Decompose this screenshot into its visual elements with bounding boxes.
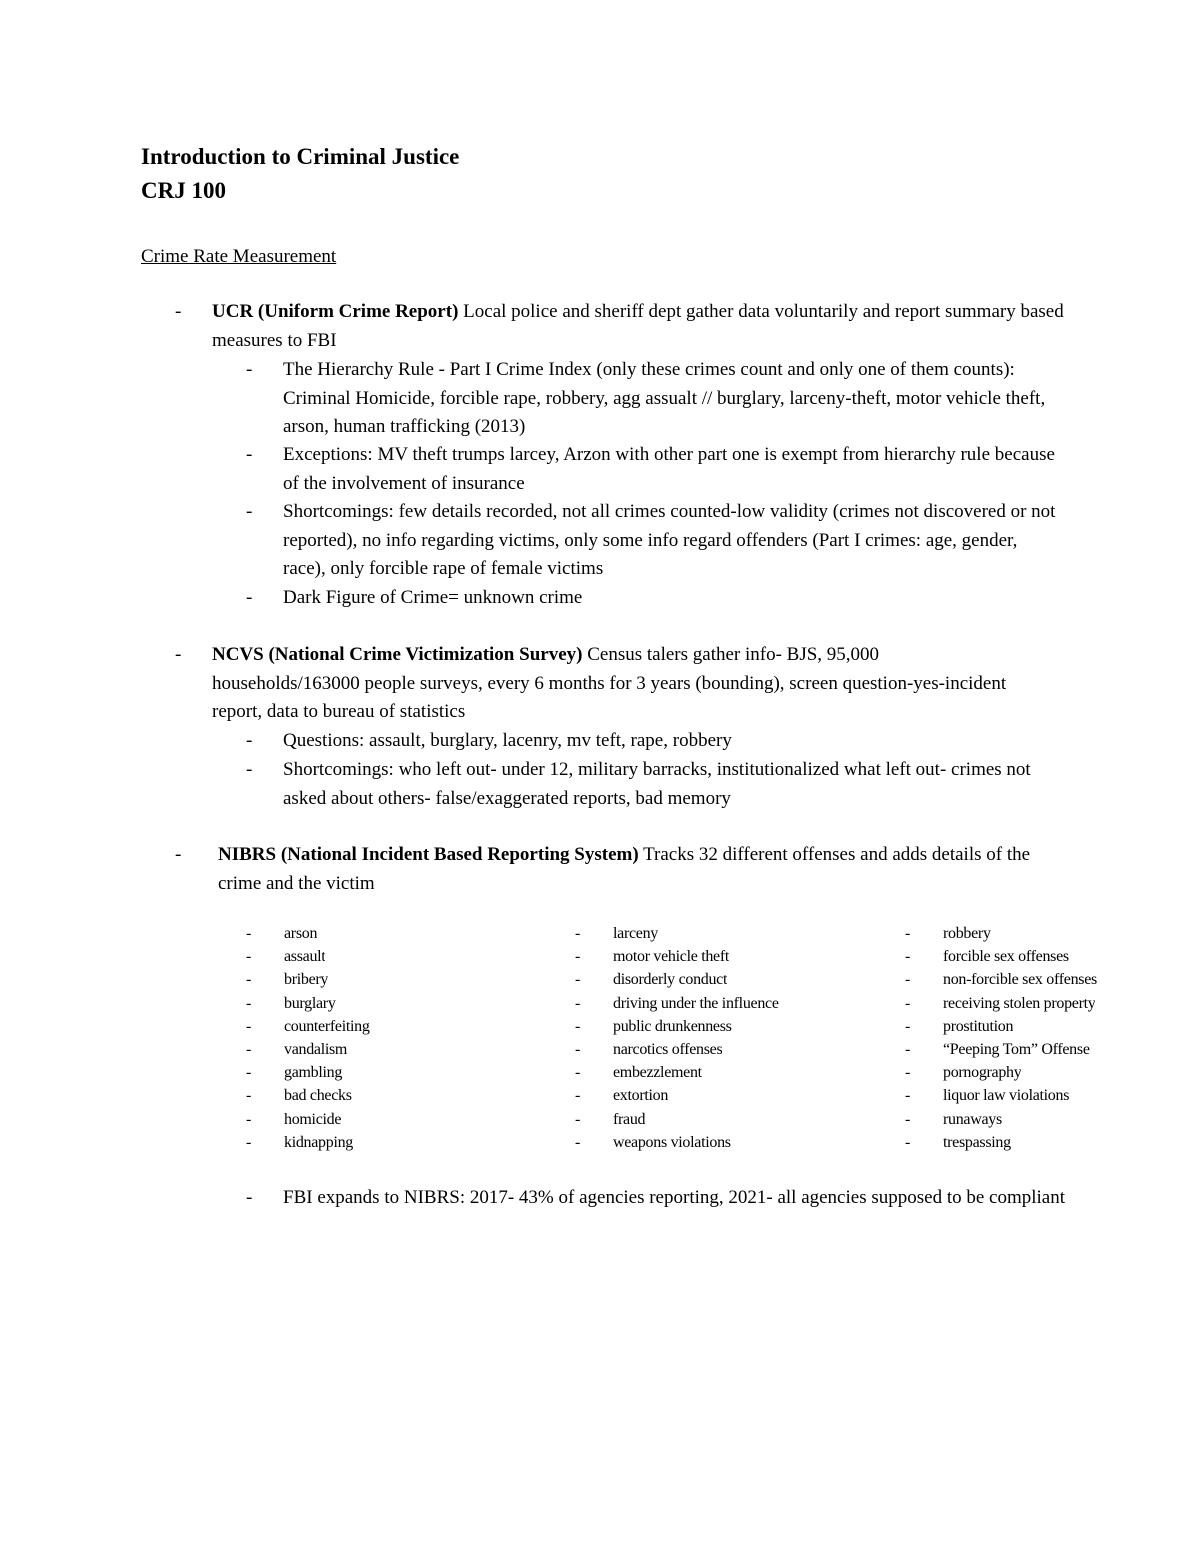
offense-label: trespassing [943,1133,1011,1151]
bullet-marker: - [246,501,253,522]
list-item [905,1061,1195,1084]
ucr-shortcomings: Shortcomings: few details recorded, not all crimes counted-low validity (crimes not discovered or not reported), no info regarding victims, only some info regard offenders (Part I crimes: age, gender, race), only forcible rape of female victims [283,501,1056,579]
bullet-marker: - [905,994,911,1012]
list-item [246,968,546,991]
bullet-marker: - [246,359,253,380]
bullet-marker: - [246,1040,252,1058]
offense-list-column-1 [246,922,546,1154]
offense-list-column-2 [575,922,875,1154]
bullet-marker: - [575,994,581,1012]
bullet-marker: - [175,644,182,665]
nibrs-expansion-note: FBI expands to NIBRS: 2017- 43% of agencies reporting, 2021- all agencies supposed to be compliant [283,1187,1066,1208]
offense-label: embezzlement [613,1064,702,1082]
ncvs-description: Census talers gather info- BJS, 95,000 households/163000 people surveys, every 6 months for 3 years (bounding), screen question-yes-incident report, data to bureau of statistics [212,644,1007,722]
ncvs-questions: Questions: assault, burglary, lacenry, mv teft, rape, robbery [283,730,732,751]
list-item [575,1108,875,1131]
bullet-marker: - [246,1017,252,1035]
bullet-marker: - [246,759,253,780]
offense-label: non-forcible sex offenses [943,971,1097,989]
ucr-hierarchy-rule: The Hierarchy Rule - Part I Crime Index (only these crimes count and only one of them counts): Criminal Homicide, forcible rape, robbery, agg assualt // burglary, larceny-theft, motor vehicle theft, arson, human trafficking (2013) [283,359,1046,437]
offense-label: liquor law violations [943,1087,1070,1105]
bullet-marker: - [246,1187,253,1208]
ucr-dark-figure: Dark Figure of Crime= unknown crime [283,587,583,608]
bullet-marker: - [175,301,182,322]
offense-label: larceny [613,925,658,942]
ucr-exceptions: Exceptions: MV theft trumps larcey, Arzon with other part one is exempt from hierarchy rule because of the involvement of insurance [283,444,1055,494]
list-item [246,1038,546,1061]
bullet-marker: - [905,1133,911,1151]
offense-label: burglary [284,994,336,1012]
bullet-marker: - [246,1064,252,1082]
bullet-marker: - [905,1087,911,1105]
offense-label: assault [284,948,326,966]
list-item [246,1061,546,1084]
list-item [575,1131,875,1154]
list-item [905,992,1195,1015]
offense-label: bribery [284,971,329,989]
offense-label: gambling [284,1064,343,1082]
nibrs-term: NIBRS (National Incident Based Reporting System) [218,844,639,865]
offense-label: homicide [284,1110,342,1128]
bullet-marker: - [246,925,252,942]
list-item [905,1038,1195,1061]
offense-label: public drunkenness [613,1017,732,1035]
ucr-paragraph [212,298,1072,355]
bullet-marker: - [575,948,581,966]
bullet-marker: - [575,1110,581,1128]
list-item [575,945,875,968]
list-item [575,968,875,991]
ucr-description: Local police and sheriff dept gather data voluntarily and report summary based measures to FBI [212,301,1064,351]
document-title: Introduction to Criminal Justice [141,144,460,169]
nibrs-description: Tracks 32 different offenses and adds details of the crime and the victim [218,844,1031,894]
bullet-marker: - [905,1017,911,1035]
bullet-marker: - [246,1133,252,1151]
list-item [575,992,875,1015]
offense-label: arson [284,925,318,942]
ncvs-term: NCVS (National Crime Victimization Survey) [212,644,583,665]
section-heading: Crime Rate Measurement [141,246,337,267]
bullet-marker: - [575,1133,581,1151]
offense-label: fraud [613,1110,646,1128]
list-item [246,945,546,968]
offense-label: driving under the influence [613,994,779,1012]
list-item [905,945,1195,968]
list-item [575,922,875,945]
offense-list-column-3 [905,922,1195,1154]
offense-label: extortion [613,1087,669,1105]
list-item [575,1061,875,1084]
bullet-marker: - [246,971,252,989]
offense-label: receiving stolen property [943,994,1096,1012]
bullet-marker: - [175,844,182,865]
list-item [575,1038,875,1061]
offense-label: runaways [943,1110,1002,1128]
list-item [905,968,1195,991]
bullet-marker: - [246,1110,252,1128]
offense-label: kidnapping [284,1133,353,1151]
bullet-marker: - [575,1087,581,1105]
bullet-marker: - [905,925,911,942]
bullet-marker: - [246,730,253,751]
list-item [246,922,546,945]
bullet-marker: - [905,948,911,966]
bullet-marker: - [246,444,253,465]
bullet-marker: - [905,1064,911,1082]
bullet-marker: - [246,587,253,608]
list-item [575,1015,875,1038]
list-item [905,1015,1195,1038]
list-item [905,1108,1195,1131]
offense-label: disorderly conduct [613,971,728,989]
list-item [246,992,546,1015]
offense-label: counterfeiting [284,1017,370,1035]
bullet-marker: - [575,971,581,989]
bullet-marker: - [575,1040,581,1058]
offense-label: forcible sex offenses [943,948,1069,966]
course-code: CRJ 100 [141,178,226,203]
bullet-marker: - [246,1087,252,1105]
list-item [246,1131,546,1154]
bullet-marker: - [575,1017,581,1035]
ncvs-shortcomings: Shortcomings: who left out- under 12, military barracks, institutionalized what left out- crimes not asked about others- false/exaggerated reports, bad memory [283,759,1031,809]
offense-label: bad checks [284,1087,352,1105]
bullet-marker: - [575,925,581,942]
offense-label: vandalism [284,1040,348,1058]
bullet-marker: - [246,994,252,1012]
list-item [575,1084,875,1107]
list-item [246,1015,546,1038]
bullet-marker: - [575,1064,581,1082]
nibrs-paragraph [218,841,1058,898]
ucr-term: UCR (Uniform Crime Report) [212,301,459,322]
bullet-marker: - [905,971,911,989]
offense-label: pornography [943,1064,1022,1082]
list-item [246,1108,546,1131]
bullet-marker: - [905,1040,911,1058]
list-item [905,922,1195,945]
offense-label: prostitution [943,1017,1014,1035]
offense-label: weapons violations [613,1133,731,1151]
list-item [905,1084,1195,1107]
bullet-marker: - [246,948,252,966]
ncvs-paragraph [212,641,1012,727]
list-item [246,1084,546,1107]
offense-label: narcotics offenses [613,1040,723,1058]
offense-label: “Peeping Tom” Offense [943,1040,1090,1058]
offense-label: motor vehicle theft [613,948,730,966]
offense-label: robbery [943,925,991,942]
bullet-marker: - [905,1110,911,1128]
list-item [905,1131,1195,1154]
